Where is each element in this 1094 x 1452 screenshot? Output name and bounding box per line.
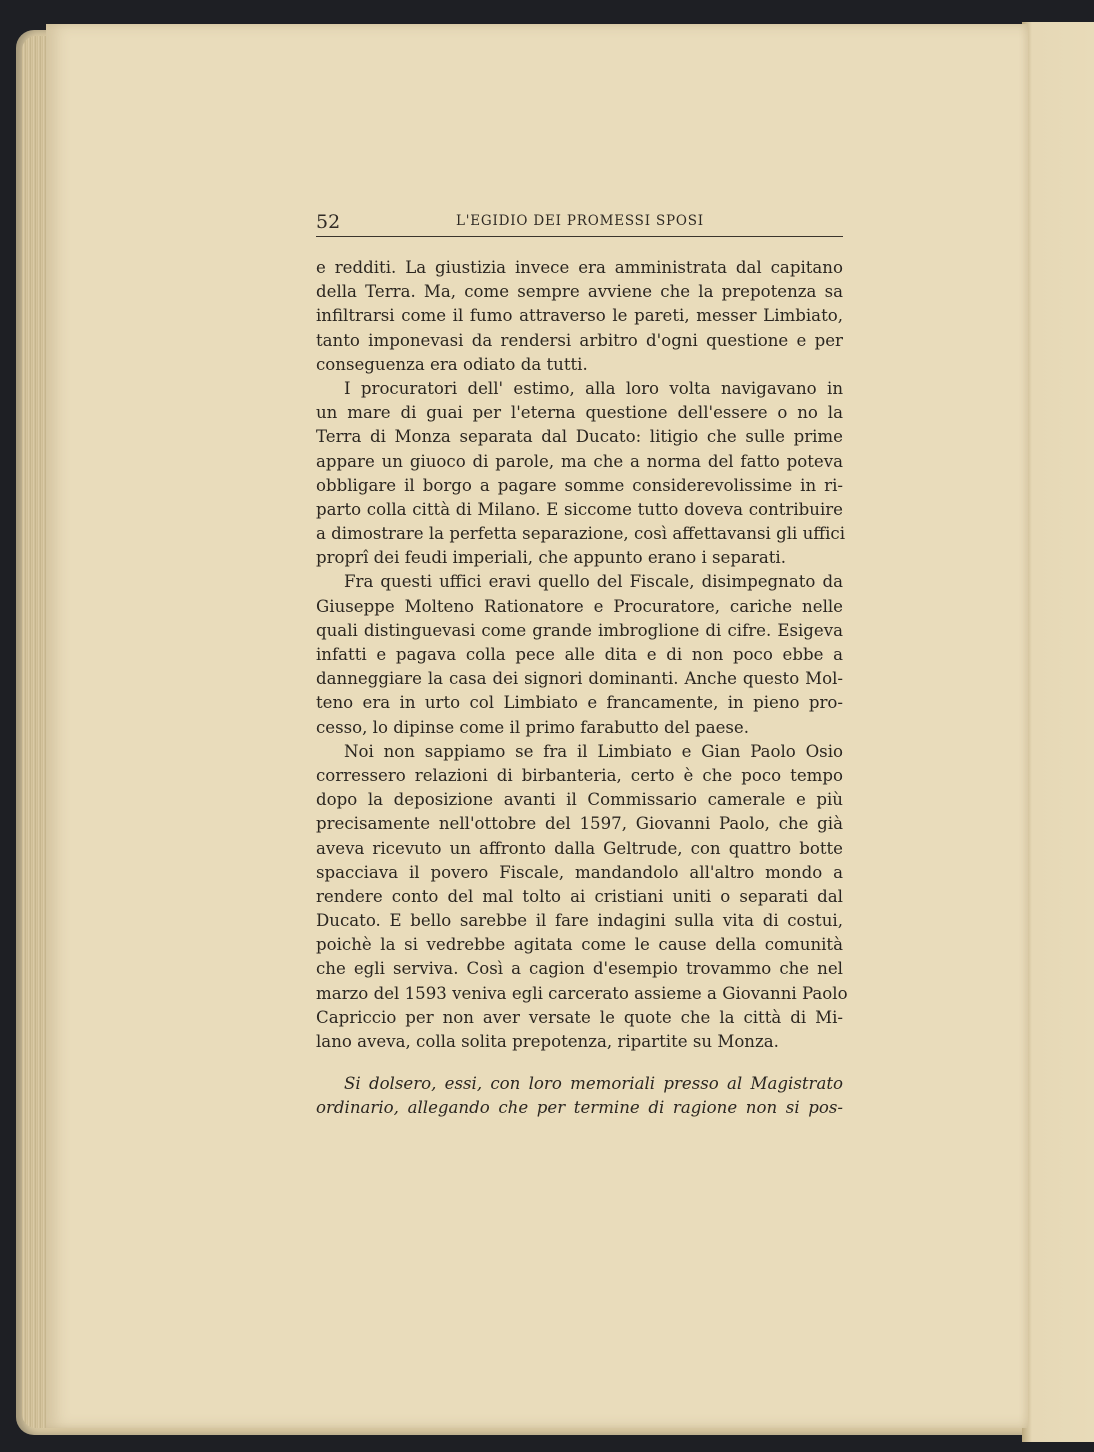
text-line: I procuratori dell' estimo, alla loro volta navigavano in <box>344 378 843 398</box>
text-line: poichè la si vedrebbe agitata come le cause della comunità <box>316 935 843 955</box>
text-line: spacciava il povero Fiscale, mandandolo all'altro mondo a <box>316 862 843 882</box>
text-line: conseguenza era odiato da tutti. <box>316 354 588 374</box>
body-text <box>316 256 848 1121</box>
text-line: un mare di guai per l'eterna questione dell'essere o no la <box>316 403 843 423</box>
text-line: lano aveva, colla solita prepotenza, ripartite su Monza. <box>316 1032 779 1051</box>
italic-text-line: ordinario, allegando che per termine di ragione non si pos- <box>316 1098 843 1118</box>
running-title: L'EGIDIO DEI PROMESSI SPOSI <box>456 213 704 229</box>
text-line: marzo del 1593 veniva egli carcerato assieme a Giovanni Paolo <box>316 983 848 1003</box>
text-line: danneggiare la casa dei signori dominanti. Anche questo Mol- <box>316 669 843 689</box>
text-line: Noi non sappiamo se fra il Limbiato e Gian Paolo Osio <box>344 741 843 761</box>
text-line: obbligare il borgo a pagare somme considerevolissime in ri- <box>316 475 843 495</box>
text-line: Giuseppe Molteno Rationatore e Procuratore, cariche nelle <box>316 596 843 616</box>
text-line: precisamente nell'ottobre del 1597, Giovanni Paolo, che già <box>316 814 843 834</box>
text-line: appare un giuoco di parole, ma che a norma del fatto poteva <box>316 451 843 471</box>
text-line: che egli serviva. Così a cagion d'esempio trovammo che nel <box>316 959 843 979</box>
text-line: aveva ricevuto un affronto dalla Geltrude, con quattro botte <box>316 838 843 858</box>
text-line: Fra questi uffici eravi quello del Fiscale, disimpegnato da <box>344 572 843 592</box>
paragraph-gap <box>316 1054 843 1072</box>
text-line: teno era in urto col Limbiato e francamente, in pieno pro- <box>316 693 843 713</box>
text-line: infatti e pagava colla pece alle dita e di non poco ebbe a <box>316 645 843 664</box>
facing-page <box>1022 22 1094 1442</box>
text-line: infiltrarsi come il fumo attraverso le pareti, messer Limbiato, <box>316 306 843 326</box>
text-line: Ducato. E bello sarebbe il fare indagini sulla vita di costui, <box>316 911 843 931</box>
text-line: della Terra. Ma, come sempre avviene che la prepotenza sa <box>316 282 843 302</box>
running-head <box>316 207 843 239</box>
header-rule <box>316 236 843 237</box>
italic-text-line: Si dolsero, essi, con loro memoriali presso al Magistrato <box>344 1074 843 1094</box>
page-number: 52 <box>316 211 341 233</box>
text-line: quali distinguevasi come grande imbroglione di cifre. Esigeva <box>316 620 843 640</box>
text-line: tanto imponevasi da rendersi arbitro d'ogni questione e per <box>316 330 843 350</box>
text-line: Capriccio per non aver versate le quote che la città di Mi- <box>316 1007 843 1027</box>
text-line: cesso, lo dipinse come il primo farabutto del paese. <box>316 717 750 737</box>
text-line: proprî dei feudi imperiali, che appunto erano i separati. <box>316 548 786 568</box>
text-line: rendere conto del mal tolto ai cristiani uniti o separati dal <box>316 886 843 906</box>
text-line: a dimostrare la perfetta separazione, così affettavansi gli uffici <box>316 524 846 544</box>
text-line: dopo la deposizione avanti il Commissario camerale e più <box>316 790 843 810</box>
text-line: corressero relazioni di birbanteria, certo è che poco tempo <box>316 765 843 785</box>
text-line: parto colla città di Milano. E siccome tutto doveva contribuire <box>316 499 843 519</box>
text-line: e redditi. La giustizia invece era amministrata dal capitano <box>316 258 843 277</box>
text-line: Terra di Monza separata dal Ducato: litigio che sulle prime <box>316 427 843 447</box>
